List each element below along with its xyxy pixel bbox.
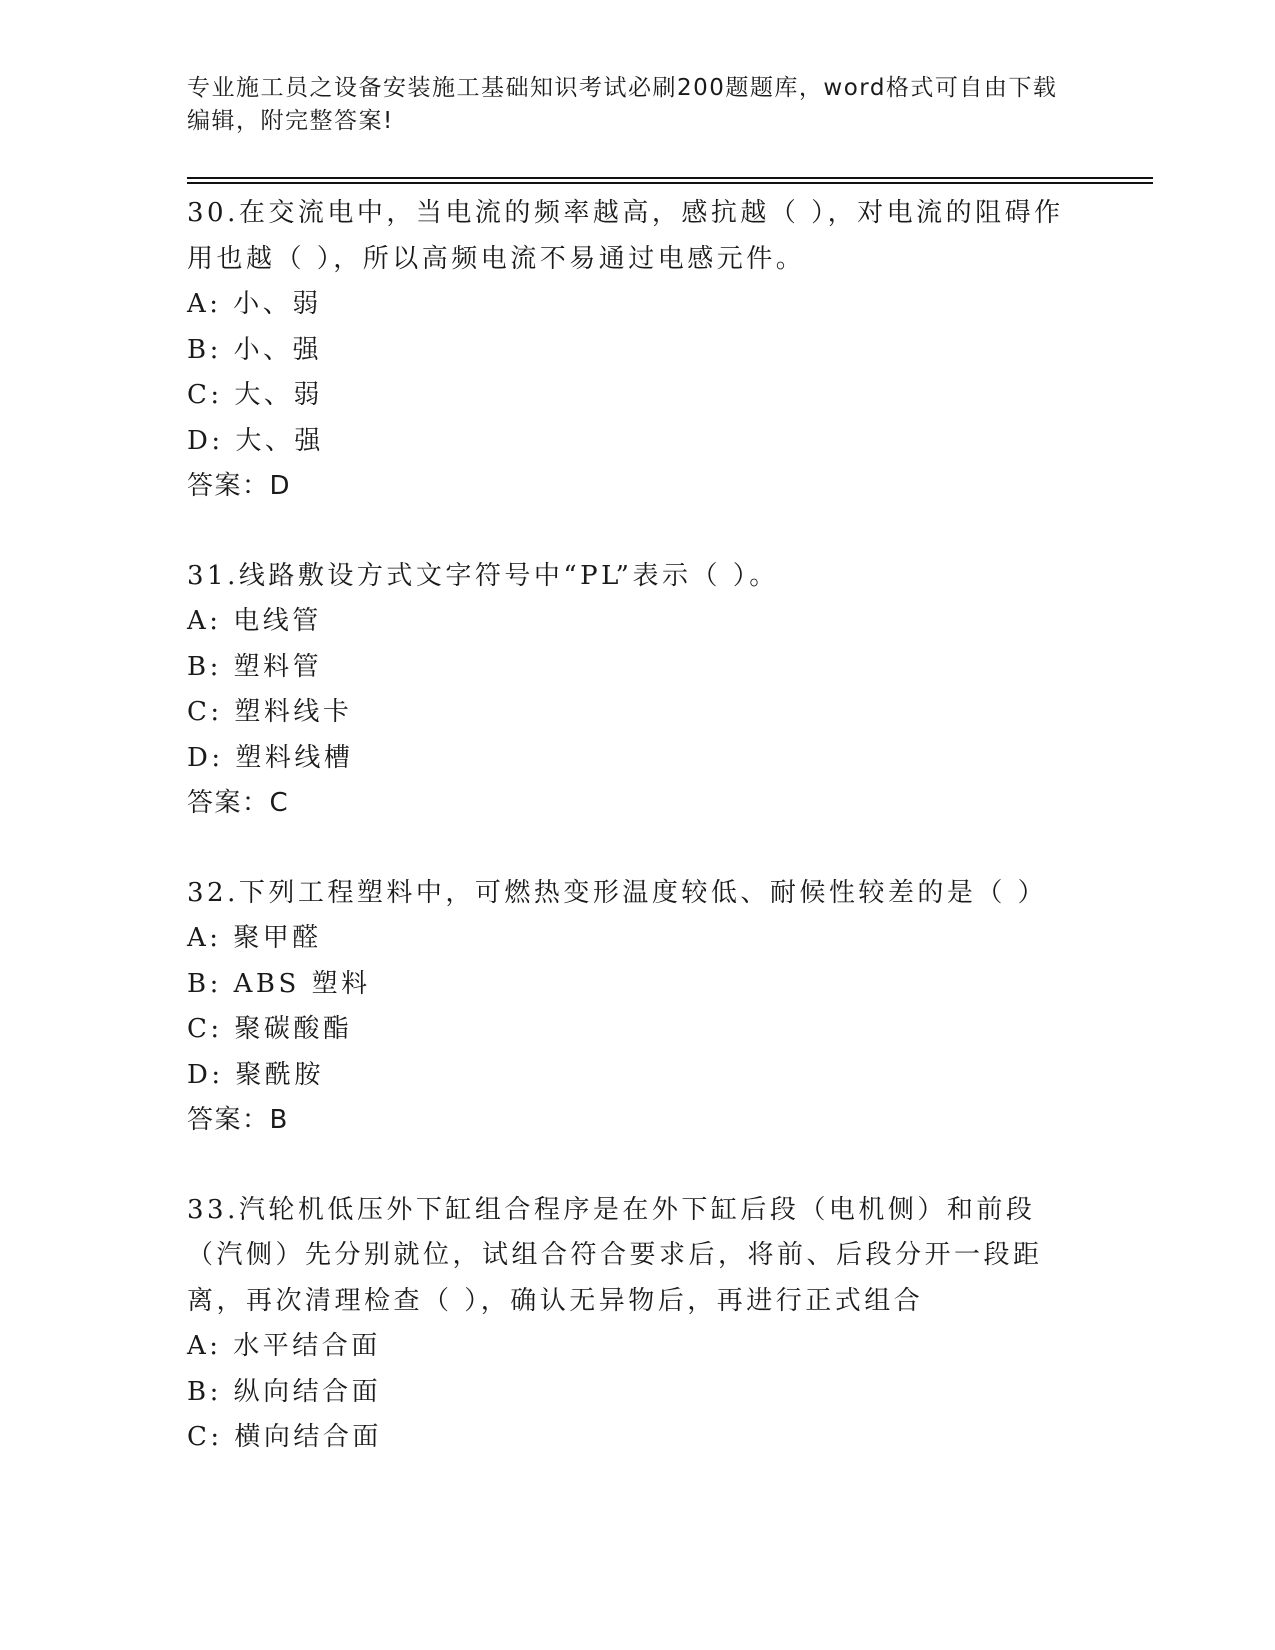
option-c: C: 横向结合面 <box>187 1422 382 1452</box>
option-c: C: 大、弱 <box>187 380 323 410</box>
option-a: A: 小、弱 <box>187 289 322 319</box>
question-item <box>187 871 1087 1144</box>
option-c: C: 塑料线卡 <box>187 697 353 727</box>
question-gap <box>187 827 1087 871</box>
option-b: B: 塑料管 <box>187 651 323 682</box>
question-gap <box>187 1144 1087 1188</box>
question-item <box>187 554 1087 827</box>
option-a: A: 电线管 <box>187 606 322 636</box>
option-d: D: 大、强 <box>187 425 324 456</box>
question-stem: 30.在交流电中，当电流的频率越高，感抗越（ ），对电流的阻碍作用也越（ ），所以高频电流不易通过电感元件。 <box>187 198 1064 274</box>
option-c: C: 聚碳酸酯 <box>187 1014 353 1044</box>
option-a: A: 聚甲醛 <box>187 923 322 953</box>
question-list <box>187 191 1087 1461</box>
answer-line: 答案：C <box>187 788 290 818</box>
option-a: A: 水平结合面 <box>187 1331 381 1361</box>
answer-line: 答案：D <box>187 471 292 501</box>
answer-line: 答案：B <box>187 1105 289 1135</box>
document-header: 专业施工员之设备安装施工基础知识考试必刷200题题库，word格式可自由下载编辑，附完整答案! <box>187 75 1058 134</box>
question-stem: 33.汽轮机低压外下缸组合程序是在外下缸后段（电机侧）和前段（汽侧）先分别就位，试组合符合要求后，将前、后段分开一段距离，再次清理检查（ ），确认无异物后，再进行正式组合 <box>187 1194 1043 1316</box>
option-d: D: 聚酰胺 <box>187 1059 324 1090</box>
option-b: B: 小、强 <box>187 334 323 365</box>
option-b: B: ABS 塑料 <box>187 968 371 999</box>
question-item <box>187 1188 1087 1461</box>
question-gap <box>187 510 1087 554</box>
question-item <box>187 191 1087 510</box>
option-b: B: 纵向结合面 <box>187 1376 382 1407</box>
question-stem: 31.线路敷设方式文字符号中“PL”表示（ ）。 <box>187 560 779 591</box>
question-stem: 32.下列工程塑料中，可燃热变形温度较低、耐候性较差的是（ ） <box>187 877 1048 908</box>
header-divider-top <box>187 177 1153 179</box>
option-d: D: 塑料线槽 <box>187 742 354 773</box>
header-divider-bottom <box>187 182 1153 184</box>
